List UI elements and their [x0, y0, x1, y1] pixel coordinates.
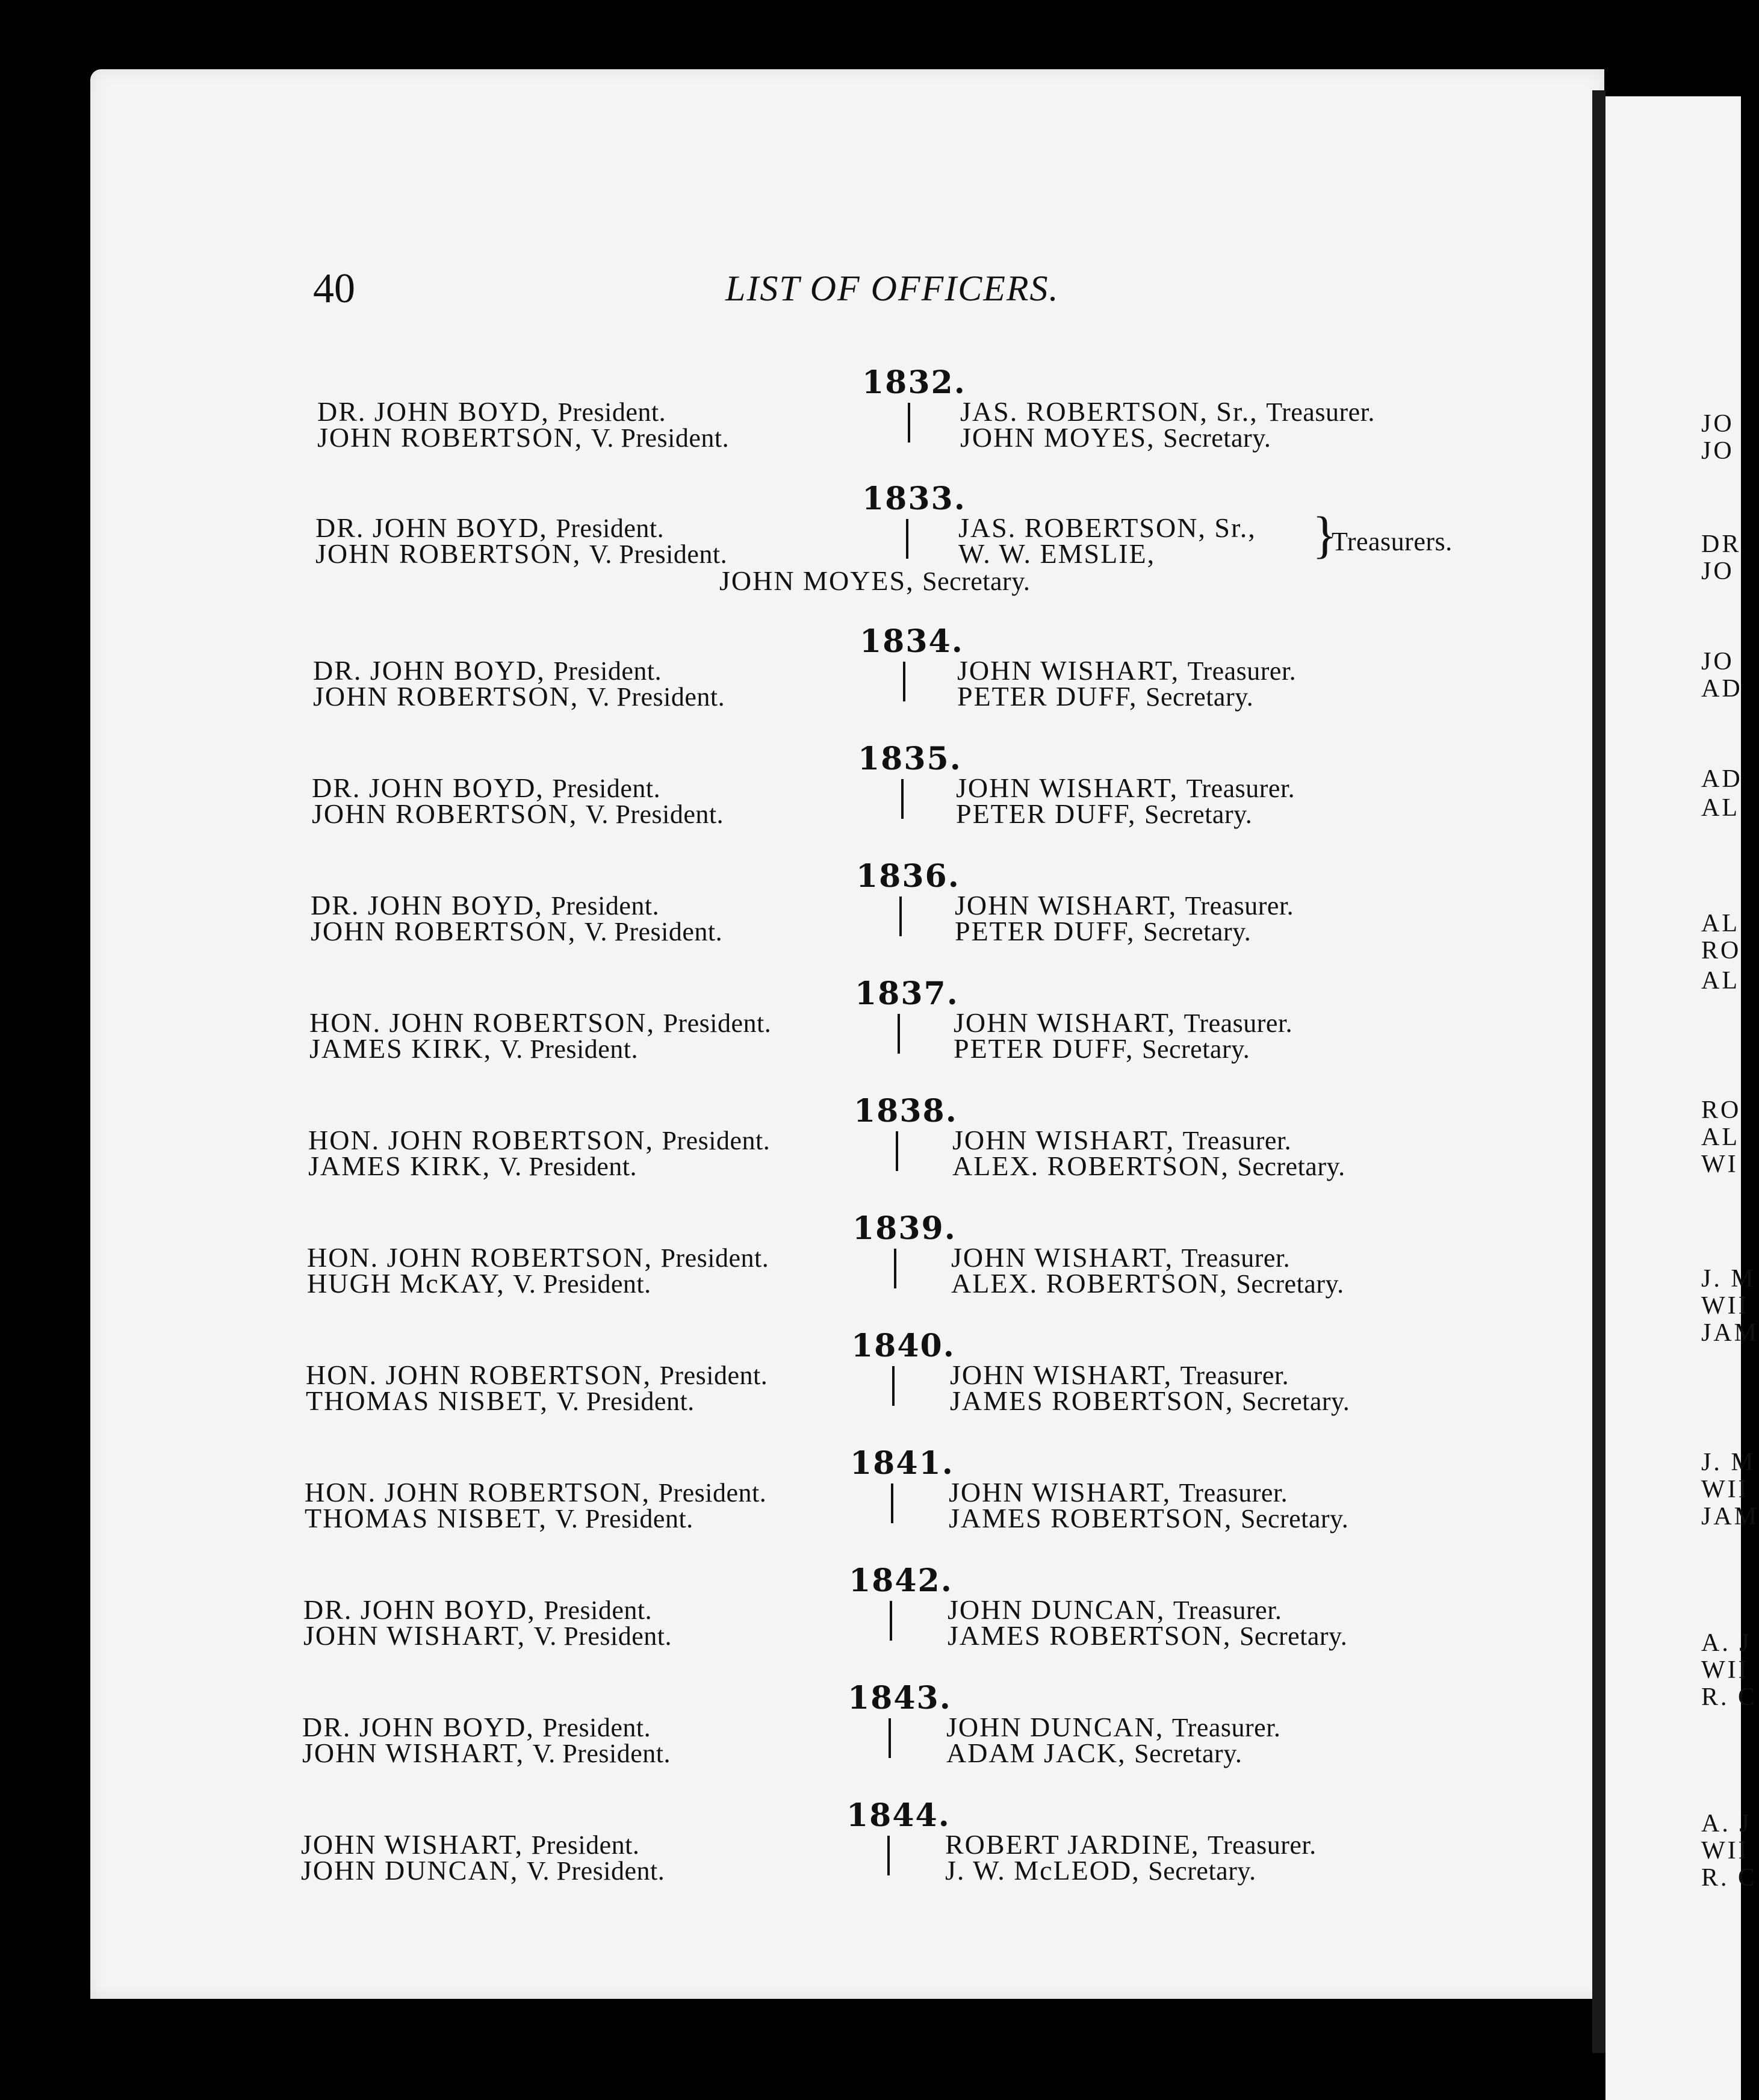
- facing-page-fragment: JAM: [1701, 1503, 1759, 1530]
- running-head: LIST OF OFFICERS.: [725, 269, 1059, 308]
- officer-name: PETER DUFF,: [956, 798, 1137, 829]
- officer-line-left: [302, 1737, 671, 1769]
- officer-line-right: [946, 1737, 1242, 1769]
- officer-role: Secretary.: [1145, 682, 1254, 712]
- officer-name: PETER DUFF,: [957, 681, 1138, 712]
- officer-name: HON. JOHN ROBERTSON,: [305, 1477, 650, 1508]
- officer-name: JOHN WISHART,: [951, 1242, 1174, 1273]
- facing-page-fragment: A. J: [1701, 1810, 1752, 1838]
- officer-name: JOHN ROBERTSON,: [317, 422, 583, 453]
- officer-role: Secretary.: [1241, 1387, 1350, 1416]
- year-heading: 1841.: [850, 1445, 954, 1482]
- officer-line-left: [303, 1620, 672, 1651]
- column-separator: [890, 1601, 892, 1641]
- officer-role: President.: [544, 1595, 653, 1625]
- officer-name: JAMES ROBERTSON,: [949, 1503, 1233, 1533]
- column-separator: [901, 779, 904, 819]
- officer-role: Secretary.: [1239, 1621, 1348, 1651]
- officer-name: DR. JOHN BOYD,: [312, 772, 544, 803]
- facing-page-fragment: AL: [1701, 910, 1740, 937]
- officer-role: President.: [531, 1830, 640, 1860]
- officer-name: HON. JOHN ROBERTSON,: [309, 1007, 655, 1038]
- page-number: 40: [313, 266, 355, 312]
- book-spine: [1592, 90, 1605, 2053]
- officer-role: Treasurer.: [1179, 1478, 1288, 1508]
- officer-name: JOHN WISHART,: [301, 1829, 524, 1860]
- officer-role: V. President.: [584, 917, 723, 946]
- officer-line-right: [955, 915, 1251, 947]
- officer-role: Treasurer.: [1208, 1830, 1317, 1860]
- officer-role: V. President.: [513, 1269, 651, 1299]
- officer-line-left: [301, 1854, 665, 1886]
- officer-name: JAMES KIRK,: [308, 1151, 491, 1181]
- facing-page-fragment: R. C: [1701, 1864, 1758, 1892]
- facing-page-fragment: AL: [1701, 1123, 1740, 1151]
- officer-name: JOHN ROBERTSON,: [315, 538, 582, 569]
- facing-page-fragment: RO: [1701, 1096, 1742, 1124]
- officer-name: W. W. EMSLIE,: [958, 538, 1156, 569]
- officer-name: JOHN DUNCAN,: [948, 1594, 1165, 1625]
- officer-name: JOHN DUNCAN,: [946, 1712, 1164, 1742]
- facing-page-fragment: WII: [1701, 1837, 1749, 1865]
- officer-role: Secretary.: [1141, 1034, 1250, 1064]
- officer-name: JOHN ROBERTSON,: [311, 916, 577, 946]
- officer-role: Secretary.: [922, 567, 1031, 596]
- officer-role: President.: [551, 891, 660, 921]
- officer-name: JOHN WISHART,: [949, 1477, 1171, 1508]
- officer-role: President.: [658, 1478, 767, 1508]
- officer-role: Treasurer.: [1186, 774, 1295, 803]
- officer-name: JOHN WISHART,: [957, 655, 1180, 686]
- officer-role: Treasurer.: [1182, 1126, 1292, 1155]
- officer-name: DR. JOHN BOYD,: [315, 512, 548, 543]
- officer-role: President.: [556, 514, 665, 543]
- officer-name: JOHN ROBERTSON,: [312, 798, 578, 829]
- officer-name: HON. JOHN ROBERTSON,: [307, 1242, 653, 1273]
- officer-role: President.: [659, 1361, 768, 1390]
- officer-role: V. President.: [591, 423, 730, 453]
- officer-role: President.: [663, 1008, 772, 1038]
- officer-name: JOHN ROBERTSON,: [313, 681, 579, 712]
- officer-role: Secretary.: [1163, 423, 1271, 453]
- officer-role: President.: [660, 1243, 769, 1273]
- year-heading: 1833.: [862, 480, 966, 517]
- officer-line-right: [954, 1033, 1250, 1064]
- column-separator: [906, 519, 908, 559]
- officer-name: PETER DUFF,: [955, 916, 1135, 946]
- officer-line-left: [307, 1267, 651, 1299]
- officer-role: V. President.: [585, 800, 724, 829]
- officer-name: JAMES ROBERTSON,: [948, 1620, 1232, 1651]
- officer-name: JOHN MOYES,: [960, 422, 1155, 453]
- officer-role: Secretary.: [1134, 1739, 1242, 1768]
- officer-name: HON. JOHN ROBERTSON,: [306, 1359, 651, 1390]
- officer-name: JOHN DUNCAN,: [301, 1855, 519, 1886]
- year-heading: 1844.: [846, 1797, 951, 1834]
- officer-line-left: [305, 1502, 693, 1534]
- officer-line-left: [308, 1150, 637, 1182]
- officer-role: Treasurer.: [1173, 1595, 1282, 1625]
- officer-name: JAMES KIRK,: [309, 1033, 492, 1064]
- officer-name: J. W. McLEOD,: [945, 1855, 1140, 1886]
- year-heading: 1840.: [851, 1328, 955, 1364]
- officer-name: ALEX. ROBERTSON,: [951, 1268, 1228, 1299]
- officer-line-right: [945, 1854, 1256, 1886]
- officer-name: JAS. ROBERTSON, Sr.,: [958, 512, 1256, 543]
- column-separator: [892, 1366, 895, 1406]
- year-heading: 1834.: [860, 623, 964, 660]
- officer-name: HUGH McKAY,: [307, 1268, 505, 1299]
- officer-name: HON. JOHN ROBERTSON,: [308, 1125, 654, 1155]
- officer-role: Treasurer.: [1185, 891, 1294, 921]
- officer-role: V. President.: [555, 1504, 693, 1533]
- officer-role: President.: [552, 774, 661, 803]
- officer-name: DR. JOHN BOYD,: [313, 655, 545, 686]
- officer-name: DR. JOHN BOYD,: [303, 1594, 536, 1625]
- column-separator: [889, 1718, 891, 1758]
- officer-role: V. President.: [532, 1739, 671, 1768]
- facing-page-fragment: JO: [1701, 410, 1734, 438]
- officer-role: V. President.: [526, 1856, 665, 1886]
- column-separator: [899, 896, 902, 936]
- officer-role: Secretary.: [1237, 1152, 1345, 1181]
- officer-role: Treasurer.: [1266, 397, 1375, 427]
- officer-name: JOHN WISHART,: [303, 1620, 526, 1651]
- facing-page-fragment: AL: [1701, 967, 1740, 995]
- facing-page-fragment: J. M: [1701, 1449, 1756, 1476]
- officer-line-left: [311, 915, 722, 947]
- column-separator: [887, 1836, 890, 1875]
- officer-name: JOHN WISHART,: [950, 1359, 1173, 1390]
- officer-role: President.: [662, 1126, 771, 1155]
- officer-role: President.: [557, 397, 666, 427]
- officer-name: JOHN WISHART,: [952, 1125, 1175, 1155]
- officer-role: Secretary.: [1144, 800, 1253, 829]
- brace-symbol: }: [1312, 506, 1338, 564]
- officer-line-right: [960, 421, 1271, 453]
- officer-role: President.: [553, 656, 662, 686]
- officer-name: THOMAS NISBET,: [306, 1385, 548, 1416]
- officer-line-right: [948, 1620, 1347, 1651]
- facing-page-fragment: WII: [1701, 1292, 1749, 1320]
- officer-name: THOMAS NISBET,: [305, 1503, 547, 1533]
- facing-page-fragment: J. M: [1701, 1265, 1756, 1293]
- officer-role: V. President.: [556, 1387, 695, 1416]
- officer-line-right: [952, 1150, 1345, 1182]
- column-separator: [898, 1014, 900, 1054]
- officer-role: Treasurer.: [1181, 1243, 1291, 1273]
- officer-role: V. President.: [500, 1034, 639, 1064]
- officer-line-left: [309, 1033, 638, 1064]
- officer-role: V. President.: [589, 539, 728, 569]
- facing-page-fragment: JO: [1701, 558, 1734, 585]
- facing-page-fragment: AD: [1701, 675, 1743, 703]
- column-separator: [908, 403, 910, 443]
- officer-name: JOHN WISHART,: [955, 890, 1177, 921]
- officer-role: President.: [542, 1713, 651, 1742]
- facing-page-fragment: WII: [1701, 1656, 1749, 1684]
- officer-name: JOHN WISHART,: [954, 1007, 1176, 1038]
- facing-page-fragment: A. J: [1701, 1629, 1752, 1657]
- officer-role: V. President.: [533, 1621, 672, 1651]
- facing-page-fragment: WI: [1701, 1151, 1739, 1178]
- officer-role: Treasurer.: [1184, 1008, 1293, 1038]
- officer-line-left: [312, 798, 724, 830]
- year-heading: 1838.: [854, 1093, 958, 1129]
- officer-name: ADAM JACK,: [946, 1738, 1126, 1768]
- year-heading: 1843.: [848, 1680, 952, 1716]
- officer-role: Treasurers.: [1332, 527, 1453, 556]
- year-heading: 1832.: [862, 364, 966, 401]
- facing-page-fragment: R. C: [1701, 1683, 1758, 1711]
- officer-name: PETER DUFF,: [954, 1033, 1134, 1064]
- facing-page-fragment: DR: [1701, 530, 1742, 558]
- officer-role: Secretary.: [1236, 1269, 1344, 1299]
- facing-page-fragment: AL: [1701, 794, 1740, 822]
- officer-name: ROBERT JARDINE,: [945, 1829, 1200, 1860]
- officer-line-left: [313, 680, 725, 712]
- year-heading: 1835.: [858, 741, 962, 777]
- officer-line-right: [956, 798, 1252, 830]
- officer-name: JOHN WISHART,: [956, 772, 1179, 803]
- officer-role: V. President.: [586, 682, 725, 712]
- officer-name: DR. JOHN BOYD,: [311, 890, 543, 921]
- facing-page-fragment: JO: [1701, 648, 1734, 676]
- column-separator: [894, 1249, 896, 1288]
- officer-line-left: [315, 538, 727, 570]
- column-separator: [891, 1483, 893, 1523]
- officer-name: JAS. ROBERTSON, Sr.,: [960, 396, 1258, 427]
- officer-role: Secretary.: [1240, 1504, 1349, 1533]
- officer-role: Treasurer.: [1171, 1713, 1281, 1742]
- officer-name: DR. JOHN BOYD,: [302, 1712, 535, 1742]
- officer-name: DR. JOHN BOYD,: [317, 396, 550, 427]
- officer-name: JOHN WISHART,: [302, 1738, 525, 1768]
- officer-line-right: [951, 1267, 1344, 1299]
- year-heading: 1837.: [855, 975, 959, 1012]
- column-separator: [903, 662, 905, 701]
- officer-line-right: [950, 1385, 1350, 1417]
- officer-line-left: [306, 1385, 695, 1417]
- facing-page-fragment: JAM: [1701, 1319, 1759, 1347]
- facing-page-fragment: JO: [1701, 437, 1734, 465]
- officer-line-right: [957, 680, 1253, 712]
- facing-page-fragment: RO: [1701, 937, 1742, 965]
- officer-role: Treasurer.: [1187, 656, 1297, 686]
- officer-role: Secretary.: [1143, 917, 1252, 946]
- officer-role: V. President.: [498, 1152, 638, 1181]
- column-separator: [896, 1131, 898, 1171]
- year-heading: 1836.: [856, 858, 960, 895]
- officer-role: Treasurer.: [1180, 1361, 1289, 1390]
- officer-line-right: [949, 1502, 1348, 1534]
- bracket-role: [1332, 525, 1453, 557]
- officer-line-centered: [719, 565, 1030, 597]
- officer-name: JOHN MOYES,: [719, 565, 914, 596]
- facing-page-fragment: AD: [1701, 765, 1743, 793]
- facing-page-fragment: WII: [1701, 1476, 1749, 1503]
- officer-line-left: [317, 421, 729, 453]
- officer-name: ALEX. ROBERTSON,: [952, 1151, 1229, 1181]
- year-heading: 1839.: [852, 1210, 957, 1247]
- officer-name: JAMES ROBERTSON,: [950, 1385, 1234, 1416]
- year-heading: 1842.: [849, 1562, 953, 1599]
- officer-role: Secretary.: [1148, 1856, 1256, 1886]
